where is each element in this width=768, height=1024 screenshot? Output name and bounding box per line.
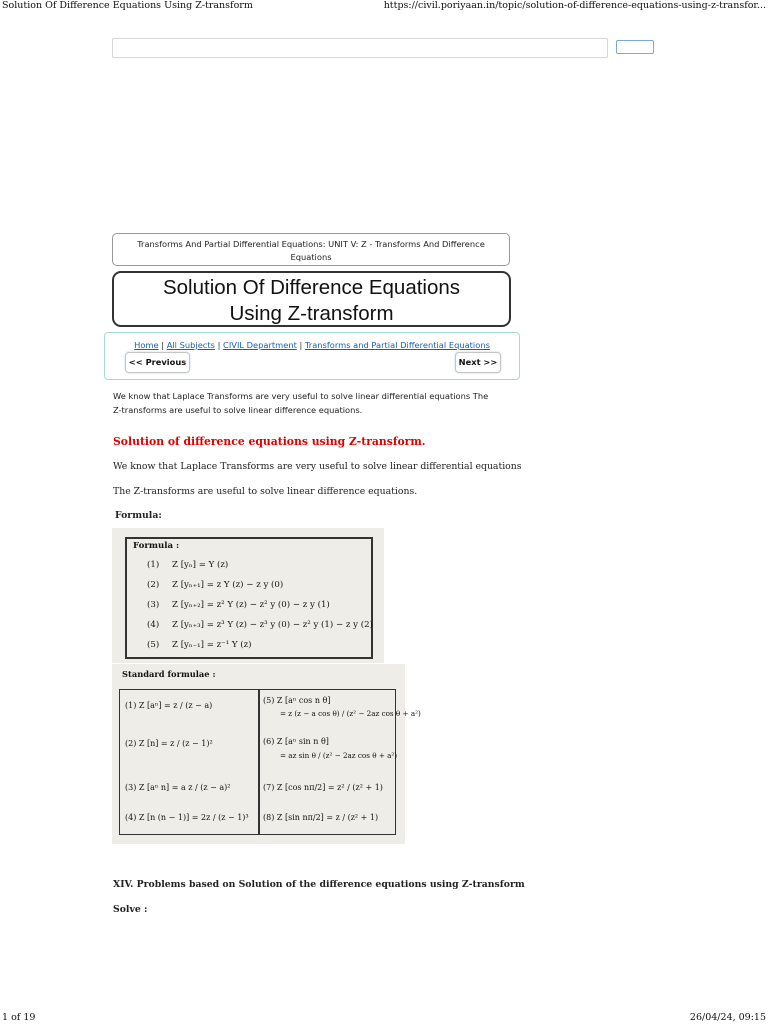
formula-continuation: = az sin θ / (z² − 2az cos θ + a²)	[280, 751, 398, 760]
navigation-box	[104, 332, 520, 380]
formula-number: (1)	[147, 560, 160, 570]
formula-label: Formula:	[115, 510, 162, 521]
standard-formulae-table	[119, 689, 421, 835]
formula-number: (2)	[125, 739, 137, 748]
standard-formula	[263, 812, 378, 823]
breadcrumb-text: Transforms And Partial Differential Equations: UNIT V: Z - Transforms And Difference Equations	[137, 239, 485, 262]
formula-expression: Z [yₙ₊₃] = z³ Y (z) − z³ y (0) − z² y (1) − z y (2)	[172, 620, 373, 630]
standard-formula	[125, 700, 212, 711]
formula-expression: Z [aⁿ] = z / (z − a)	[138, 701, 213, 710]
breadcrumb	[105, 340, 519, 350]
standard-formula	[263, 736, 329, 747]
formula-expression: Z [n] = z / (z − 1)²	[138, 739, 213, 748]
search-button[interactable]	[616, 40, 654, 54]
formula-expression: Z [n (n − 1)] = 2z / (z − 1)³	[138, 813, 249, 822]
formula-number: (4)	[125, 813, 137, 822]
formula-expression: Z [yₙ₋₁] = z⁻¹ Y (z)	[172, 640, 252, 650]
formula-row	[147, 600, 330, 610]
formula-row	[147, 640, 252, 650]
formula-image	[112, 528, 384, 663]
formula-heading: Formula :	[133, 541, 180, 551]
paragraph: The Z-transforms are useful to solve linear difference equations.	[113, 486, 418, 497]
solve-label: Solve :	[113, 904, 148, 915]
formula-expression: Z [aⁿ n] = a z / (z − a)²	[138, 783, 231, 792]
standard-formula	[125, 738, 213, 749]
breadcrumb-link-civil-department[interactable]: CIVIL Department	[223, 340, 297, 350]
formula-number: (7)	[263, 783, 275, 792]
formula-expression: Z [yₙ₊₁] = z Y (z) − z y (0)	[172, 580, 284, 590]
formula-row	[147, 620, 373, 630]
browser-page-title: Solution Of Difference Equations Using Z-transform	[2, 0, 253, 11]
standard-formulae-heading: Standard formulae :	[122, 669, 216, 679]
breadcrumb-box	[112, 233, 510, 266]
formula-number: (1)	[125, 701, 137, 710]
breadcrumb-separator: |	[158, 340, 167, 350]
standard-formula	[125, 812, 249, 823]
breadcrumb-separator: |	[214, 340, 224, 350]
formula-number: (3)	[147, 600, 160, 610]
formula-number: (5)	[147, 640, 160, 650]
next-button[interactable]: Next >>	[455, 352, 501, 373]
problems-heading: XIV. Problems based on Solution of the difference equations using Z-transform	[113, 879, 525, 890]
table-divider	[258, 690, 260, 834]
formula-number: (8)	[263, 813, 275, 822]
formula-row	[147, 580, 283, 590]
standard-formulae-image	[112, 664, 421, 844]
formula-expression: Z [yₙ₊₂] = z² Y (z) − z² y (0) − z y (1)	[172, 600, 330, 610]
formula-expression: Z [aⁿ sin n θ]	[276, 737, 329, 746]
formula-number: (2)	[147, 580, 160, 590]
page-title	[112, 271, 511, 327]
page-counter: 1 of 19	[2, 1012, 36, 1023]
formula-number: (3)	[125, 783, 137, 792]
formula-expression: Z [sin nπ/2] = z / (z² + 1)	[276, 813, 379, 822]
search-input[interactable]	[112, 38, 608, 58]
page-title-line1: Solution Of Difference Equations	[162, 276, 461, 299]
formula-continuation: = z (z − a cos θ) / (z² − 2az cos θ + a²)	[280, 709, 421, 718]
breadcrumb-link-subject[interactable]: Transforms and Partial Differential Equations	[304, 340, 490, 350]
standard-formula	[263, 695, 330, 706]
print-timestamp: 26/04/24, 09:15	[689, 1012, 766, 1023]
formula-expression: Z [aⁿ cos n θ]	[276, 696, 331, 705]
formula-row	[147, 560, 228, 570]
page-title-line2: Using Z-transform	[229, 302, 394, 325]
intro-text: We know that Laplace Transforms are very useful to solve linear differential equations The Z-transforms are useful to solve linear difference equations.	[113, 391, 489, 415]
standard-formula	[263, 782, 383, 793]
standard-formula	[125, 782, 230, 793]
formula-number: (6)	[263, 737, 275, 746]
formula-number: (4)	[147, 620, 160, 630]
breadcrumb-link-all-subjects[interactable]: All Subjects	[166, 340, 215, 350]
formula-expression: Z [cos nπ/2] = z² / (z² + 1)	[276, 783, 383, 792]
formula-expression: Z [yₙ] = Y (z)	[172, 560, 229, 570]
section-title: Solution of difference equations using Z-transform.	[113, 435, 426, 448]
breadcrumb-link-home[interactable]: Home	[134, 340, 159, 350]
paragraph: We know that Laplace Transforms are very useful to solve linear differential equations	[113, 461, 522, 472]
browser-url: https://civil.poriyaan.in/topic/solution-of-difference-equations-using-z-transfor...	[383, 0, 766, 11]
breadcrumb-separator: |	[296, 340, 305, 350]
previous-button[interactable]: << Previous	[125, 352, 190, 373]
formula-number: (5)	[263, 696, 275, 705]
